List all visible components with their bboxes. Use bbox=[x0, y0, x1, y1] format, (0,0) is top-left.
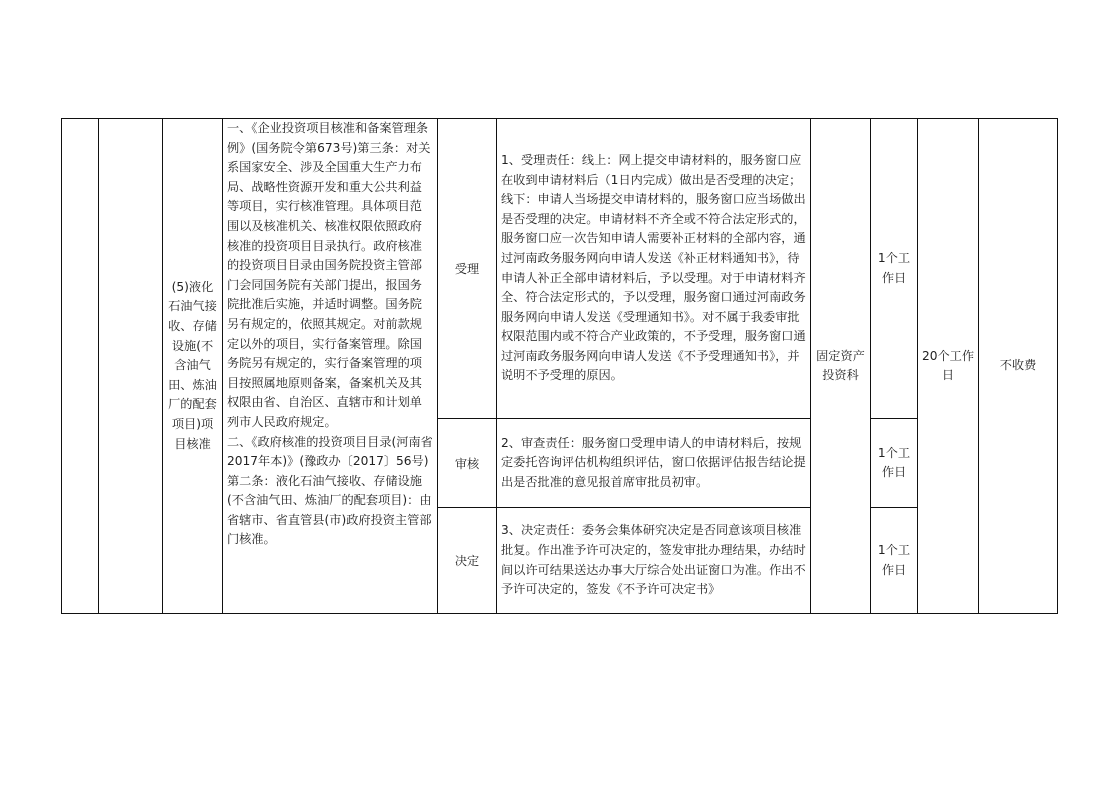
category: 固定资产投资科 bbox=[816, 348, 865, 382]
step-time-cell bbox=[871, 119, 918, 419]
step-time-limit: 1个工作日 bbox=[877, 445, 911, 479]
step-time-limit: 1个工作日 bbox=[877, 543, 911, 577]
step-responsibility-cell bbox=[497, 508, 811, 614]
total-time: 20个工作日 bbox=[921, 348, 975, 382]
step-name-cell bbox=[438, 119, 497, 419]
fee: 不收费 bbox=[999, 358, 1037, 373]
step-responsibility: 2、审查责任：服务窗口受理申请人的申请材料后，按规定委托咨询评估机构组织评估，窗口依据评估报告结论提出是否批准的意见报首席审批员初审。 bbox=[501, 435, 806, 489]
step-time-limit: 1个工作日 bbox=[877, 251, 911, 285]
legal-basis-cell bbox=[223, 119, 438, 614]
step-time-cell bbox=[871, 508, 918, 614]
project-name-cell bbox=[163, 119, 223, 614]
step-name: 受理 bbox=[454, 262, 480, 276]
step-time-cell bbox=[871, 419, 918, 508]
table-row bbox=[62, 119, 1058, 419]
index-cell bbox=[62, 119, 99, 614]
category-cell bbox=[811, 119, 871, 614]
total-time-cell bbox=[918, 119, 979, 614]
step-responsibility: 1、受理责任：线上：网上提交申请材料的，服务窗口应在收到申请材料后（1日内完成）做出是否受理的决定； 线下：申请人当场提交申请材料的，服务窗口应当场做出是否受理的决定。申请材料不齐全或不符合法定形式的，服务窗口应一次告知申请人需要补正材料的全部内容，通过河南政务服务网向申请人发送《补正材料通知书》，待申请人补正全部申请材料后，予以受理。对于申请材料齐全、符合法定形式的，予以受理，服务窗口通过河南政务服务网向申请人发送《受理通知书》。对不属于我委审批权限范围内或不符合产业政策的，不予受理，服务窗口通过河南政务服务网向申请人发送《不予受理通知书》，并说明不予受理的原因。 bbox=[501, 152, 806, 383]
step-responsibility: 3、决定责任：委务会集体研究决定是否同意该项目核准批复。作出准予许可决定的，签发审批办理结果，办结时间以许可结果送达办事大厅综合处出证窗口为准。作出不予许可决定的，签发《不予许可决定书》 bbox=[501, 523, 806, 597]
step-responsibility-cell bbox=[497, 419, 811, 508]
step-responsibility-cell bbox=[497, 119, 811, 419]
fee-cell bbox=[979, 119, 1058, 614]
legal-basis: 一、《企业投资项目核准和备案管理条例》(国务院令第673号)第三条：对关系国家安全、涉及全国重大生产力布局、战略性资源开发和重大公共利益等项目，实行核准管理。具体项目范围以及核准机关、核准权限依照政府核准的投资项目目录执行。政府核准的投资项目目录由国务院投资主管部门会同国务院有关部门提出，报国务院批准后实施，并适时调整。国务院另有规定的，依照其规定。对前款规定以外的项目，实行备案管理。除国务院另有规定的，实行备案管理的项目按照属地原则备案，备案机关及其权限由省、自治区、直辖市和计划单列市人民政府规定。 二、《政府核准的投资项目目录(河南省2017年本)》(豫政办〔2017〕56号)第二条：液化石油气接收、存储设施(不含油气田、炼油厂的配套项目)：由省辖市、省直管县(市)政府投资主管部门核准。 bbox=[227, 121, 433, 547]
item-cell bbox=[99, 119, 163, 614]
step-name: 决定 bbox=[454, 554, 480, 568]
step-name-cell bbox=[438, 419, 497, 508]
step-name-cell bbox=[438, 508, 497, 614]
approval-table bbox=[61, 118, 1058, 614]
project-name: (5)液化石油气接收、存储设施(不含油气田、炼油厂的配套项目)项目核准 bbox=[168, 279, 217, 451]
step-name: 审核 bbox=[454, 456, 480, 471]
